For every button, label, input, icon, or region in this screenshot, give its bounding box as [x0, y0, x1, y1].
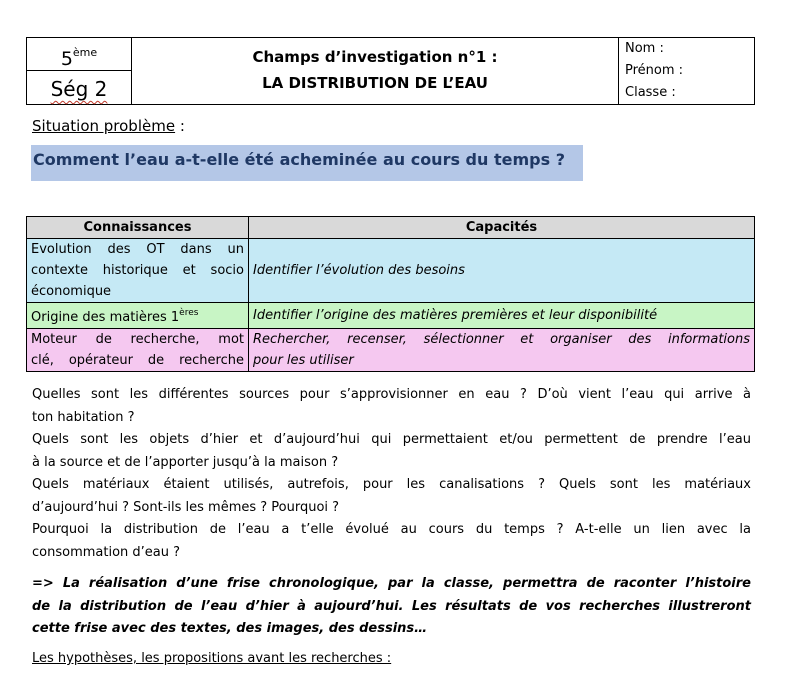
capacity-line: pour les utiliser	[253, 353, 354, 368]
knowledge-line: Origine des matières 1	[31, 310, 180, 325]
knowledge-line: Moteur de recherche, mot	[31, 332, 244, 347]
header-box	[26, 37, 755, 105]
capacity-line: Rechercher, recenser, sélectionner et organiser des informations	[253, 332, 750, 347]
paragraph-line: Pourquoi la distribution de l’eau a t’elle évolué au cours du temps ? A-t-elle un lien avec la	[32, 522, 751, 537]
table-header-row	[27, 217, 755, 239]
field-prenom[interactable]: Prénom :	[625, 63, 684, 78]
knowledge-line: contexte historique et socio	[31, 263, 244, 278]
table-row	[27, 303, 755, 329]
field-nom[interactable]: Nom :	[625, 41, 664, 56]
capacity-cell	[249, 303, 755, 329]
conclusion-paragraph	[32, 573, 751, 641]
knowledge-sup: ères	[179, 308, 199, 318]
header-connaissances: Connaissances	[27, 217, 249, 239]
sequence-text: Ség 2	[50, 77, 108, 101]
paragraph-line: consommation d’eau ?	[32, 544, 181, 560]
sequence-label	[27, 71, 131, 104]
questions-paragraph	[32, 384, 751, 564]
capacity-cell	[249, 239, 755, 303]
title-line-2: LA DISTRIBUTION DE L’EAU	[262, 74, 488, 92]
situation-label: Situation problème	[32, 117, 176, 135]
level-suffix: ème	[72, 46, 98, 59]
title-line-1: Champs d’investigation n°1 :	[252, 48, 498, 66]
capacity-cell	[249, 329, 755, 372]
knowledge-line: économique	[31, 284, 112, 299]
capacity-line: Identifier l’évolution des besoins	[253, 263, 465, 278]
conclusion-line: cette frise avec des textes, des images, des dessins…	[32, 621, 428, 636]
knowledge-line: Evolution des OT dans un	[31, 242, 244, 257]
problem-question-band	[31, 145, 583, 181]
situation-colon: :	[175, 117, 185, 135]
paragraph-line: Quelles sont les différentes sources pour s’approvisionner en eau ? D’où vient l’eau qui arrive à	[32, 387, 751, 402]
situation-heading	[32, 117, 185, 135]
paragraph-line: Quels matériaux étaient utilisés, autrefois, pour les canalisations ? Quels sont les matériaux	[32, 477, 751, 492]
title-box	[132, 38, 619, 104]
paragraph-line: à la source et de l’apporter jusqu’à la maison ?	[32, 454, 339, 470]
problem-question: Comment l’eau a-t-elle été acheminée au cours du temps ?	[33, 150, 565, 169]
knowledge-line: clé, opérateur de recherche	[31, 353, 244, 368]
conclusion-line: de la distribution de l’eau d’hier à aujourd’hui. Les résultats de vos recherches illustreront	[32, 598, 751, 614]
header-capacites: Capacités	[249, 217, 755, 239]
skills-table	[26, 216, 755, 372]
class-level	[27, 38, 131, 71]
table-row	[27, 239, 755, 303]
field-classe[interactable]: Classe :	[625, 85, 676, 100]
table-row	[27, 329, 755, 372]
paragraph-line: d’aujourd’hui ? Sont-ils les mêmes ? Pourquoi ?	[32, 499, 340, 515]
knowledge-cell	[27, 329, 249, 372]
capacity-line: Identifier l’origine des matières premières et leur disponibilité	[253, 308, 658, 323]
conclusion-line: => La réalisation d’une frise chronologique, par la classe, permettra de raconter l’histoire	[32, 576, 751, 591]
level-number: 5	[60, 48, 73, 70]
level-box	[27, 38, 132, 104]
paragraph-line: ton habitation ?	[32, 409, 135, 425]
paragraph-line: Quels sont les objets d’hier et d’aujourd’hui qui permettaient et/ou permettent de prendre l’eau	[32, 432, 751, 447]
hypotheses-heading: Les hypothèses, les propositions avant les recherches :	[32, 651, 392, 666]
knowledge-cell	[27, 303, 249, 329]
knowledge-cell	[27, 239, 249, 303]
student-fields	[619, 38, 754, 104]
